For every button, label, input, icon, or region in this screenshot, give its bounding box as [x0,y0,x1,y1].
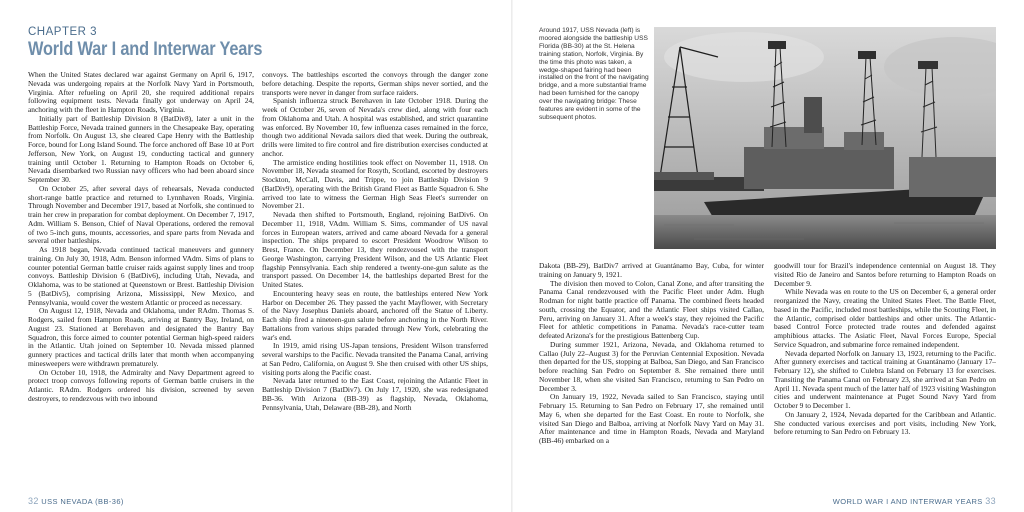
footer-right [833,496,996,506]
paragraph: Initially part of Battleship Division 8 (BatDiv8), later a unit in the Battleship Force, Nevada trained gunners in the Chesapeake Bay, operating from Norfolk. On August 13, she cleared Cape Henry with the Battleship Force, bound for Long Island Sound. The force anchored off Base 10 at Port Jefferson, New York, on August 19, conducting tactical and gunnery training until October 1. Returning to Hampton Roads on October 6, Nevada disembarked two Russian navy officers who had been aboard since September 30. [28,113,254,184]
photo-caption: Around 1917, USS Nevada (left) is moored alongside the battleship USS Florida (BB-30) at the St. Helena training station, Norfolk, Virginia. By the time this photo was taken, a wedge-shaped fairing had been installed on the front of the navigating bridge, and a more substantial frame had been furnished for the canopy over the navigating bridge: These features are evident in some of the subsequent photos. [539,27,649,121]
text-column-4 [774,262,996,498]
paragraph: Nevada then shifted to Portsmouth, England, rejoining BatDiv6. On December 11, 1918, VAdm. William S. Sims, commander of US naval forces in European waters, arrived and came aboard Nevada for a general inspection. The ships prepared to escort President Woodrow Wilson to Brest, France. On December 13, they rendezvoused with the transport George Washington, carrying President Wilson, and the US Atlantic Fleet flagship Pennsylvania. Each ship rendered a twenty-one-gun salute as the transport passed. On December 14, the battleships departed Brest for the United States. [262,210,488,289]
paragraph: Dakota (BB-29), BatDiv7 arrived at Guantánamo Bay, Cuba, for winter training on January 9, 1921. [539,262,764,279]
text-column-1 [28,71,254,497]
running-title-right: WORLD WAR I AND INTERWAR YEARS [832,497,983,506]
paragraph: When the United States declared war against Germany on April 6, 1917, Nevada was undergoing repairs at the Norfolk Navy Yard in Portsmouth, Virginia. After refueling on April 20, she required additional repairs following equipment tests. Nevada finally got underway on April 24, anchoring with the fleet in Hampton Roads, Virginia. [28,71,254,114]
page-gutter [511,0,513,512]
paragraph: On January 2, 1924, Nevada departed for the Caribbean and Atlantic. She conducted various exercises and port visits, including New York, before returning to San Pedro on February 13. [774,409,996,437]
paragraph: convoys. The battleships escorted the convoys through the danger zone before detaching. Despite the reports, German ships never sortied, and the transports were never in danger from surface raiders. [262,71,488,97]
page-number-right: 33 [985,496,996,506]
footer-left [28,496,124,506]
chapter-label: CHAPTER 3 [28,26,98,38]
paragraph: On August 12, 1918, Nevada and Oklahoma, under RAdm. Thomas S. Rodgers, sailed from Hampton Roads, arriving at Bantry Bay, Ireland, on August 23. Stationed at Berehaven and designated the Bantry Bay Squadron, this force aimed to counter potential German high-speed raiders in the Atlantic. Utah joined on September 10. Nevada missed planned gunnery practices and tactical drills later that month when accompanying minesweepers were withdrawn prematurely. [28,306,254,368]
paragraph: On January 19, 1922, Nevada sailed to San Francisco, staying until February 15. Returning to San Pedro on February 17, she remained until May 6, when she departed for the East Coast. En route to Norfolk, she visited San Diego and Balboa, arriving at Norfolk Navy Yard on May 31. After maintenance and time in Hampton Roads, Nevada and Maryland (BB-46) embarked on a [539,392,764,445]
paragraph: On October 10, 1918, the Admiralty and Navy Department agreed to protect troop convoys following reports of German battle cruisers in the Atlantic. RAdm. Rodgers ordered his division, screened by seven destroyers, to rendezvous with two inbound [28,367,254,403]
paragraph: While Nevada was en route to the US on December 6, a general order reorganized the Navy, creating the United States Fleet. The Battle Fleet, based in the Pacific, included most battleships, while the Scouting Fleet, in the Atlantic, comprised older battleships and other units. The Atlantic-based Control Force protected trade routes and defended against amphibious attacks. The Asiatic Fleet, Naval Forces Europe, Special Service Squadron, and submarine force remained independent. [774,287,996,349]
paragraph: During summer 1921, Arizona, Nevada, and Oklahoma returned to Callao (July 22–August 3) for the Peruvian Centennial Exposition. Nevada then departed for the US, stopping at Balboa, San Diego, and San Francisco before reaching San Pedro on September 8. She remained there until November 18, when she visited San Francisco, returning to San Pedro on December 3. [539,339,764,393]
text-column-3 [539,262,764,498]
paragraph: goodwill tour for Brazil's independence centennial on August 18. They visited Rio de Janeiro and Santos before returning to Hampton Roads on December 9. [774,262,996,288]
paragraph: Nevada later returned to the East Coast, rejoining the Atlantic Fleet in Battleship Division 7 (BatDiv7). On July 17, 1920, she was redesignated BB-36. With Arizona (BB-39) as flagship, Nevada, Oklahoma, Pennsylvania, Utah, Delaware (BB-28), and North [262,376,488,412]
paragraph: Encountering heavy seas en route, the battleships entered New York Harbor on December 26. They passed the yacht Mayflower, with Secretary of the Navy Josephus Daniels aboard, anchored off the Statue of Liberty. Each ship fired a nineteen-gun salute before anchoring in the North River. Battalions from various ships paraded through New York, celebrating the war's end. [262,288,488,342]
paragraph: On October 25, after several days of rehearsals, Nevada conducted short-range battle practice and returned to Lynnhaven Roads, Virginia. Through November and December 1917, based at Norfolk, she continued to train her crew in preparation for combat deployment. On December 7, 1917, Adm. William S. Benson, Chief of Naval Operations, ordered the removal of two 5-inch guns, mounts, accessories, and spare parts from Nevada and several other battleships. [28,183,254,246]
text-column-2 [262,71,488,497]
paragraph: Nevada departed Norfolk on January 13, 1923, returning to the Pacific. After gunnery exercises and tactical training at Guantánamo (January 17–February 12), she shifted to Culebra Island on February 13 for exercises. Transiting the Panama Canal on February 23, she arrived at San Pedro on April 11. Nevada spent much of the latter half of 1923 visiting Washington cities and underwent maintenance at Puget Sound Navy Yard from October 9 to December 1. [774,348,996,410]
paragraph: Spanish influenza struck Berehaven in late October 1918. During the week of October 26, seven of Nevada's crew died, along with four each from Oklahoma and Utah. A hospital was established, and strict quarantine was enforced. By November 10, few influenza cases remained in the force, though two additional Nevada sailors died that week. During the outbreak, drills were limited to fire control and fire distribution exercises conducted at anchor. [262,96,488,158]
running-title-left: USS NEVADA (BB-36) [41,497,124,506]
chapter-title: World War I and Interwar Years [28,39,263,60]
page-number-left: 32 [28,496,39,506]
battleship-photo [654,27,996,249]
paragraph: In 1919, amid rising US-Japan tensions, President Wilson transferred several warships to the Pacific. Nevada transited the Panama Canal, arriving at San Pedro, California, on August 9. She then cruised with other US ships, visiting ports along the Pacific coast. [262,341,488,377]
paragraph: The armistice ending hostilities took effect on November 11, 1918. On November 18, Nevada steamed for Rosyth, Scotland, escorted by destroyers Stockton, McCall, Davis, and Trippe, to join Battleship Division 9 (BatDiv9), operating with the British Grand Fleet as Battle Squadron 6. She arrived too late to witness the German High Seas Fleet's surrender on November 21. [262,157,488,211]
paragraph: The division then moved to Colon, Canal Zone, and after transiting the Panama Canal rendezvoused with the Pacific Fleet under Adm. Hugh Rodman for night battle practice off Panama. The combined fleets headed south, crossing the Equator, and the Atlantic Fleet ships visited Callao, Peru, arriving on January 31. After a week's stay, they rejoined the Pacific Fleet for athletic competitions in Panama. Nevada's race-cutter team defeated Arizona's for the prestigious Battenberg Cup. [539,278,764,340]
paragraph: As 1918 began, Nevada continued tactical maneuvers and gunnery training. On July 30, 1918, Adm. Benson informed VAdm. Sims of plans to counter potential German battle cruiser raids against supply lines and troop convoys. Battleship Division 6 (BatDiv6), including Utah, Nevada, and Oklahoma, was to be stationed at Queenstown or Brest. Battleship Division 5 (BatDiv5), comprising Arizona, Mississippi, New Mexico, and Pennsylvania, would cover the western Atlantic or proceed as necessary. [28,245,254,307]
